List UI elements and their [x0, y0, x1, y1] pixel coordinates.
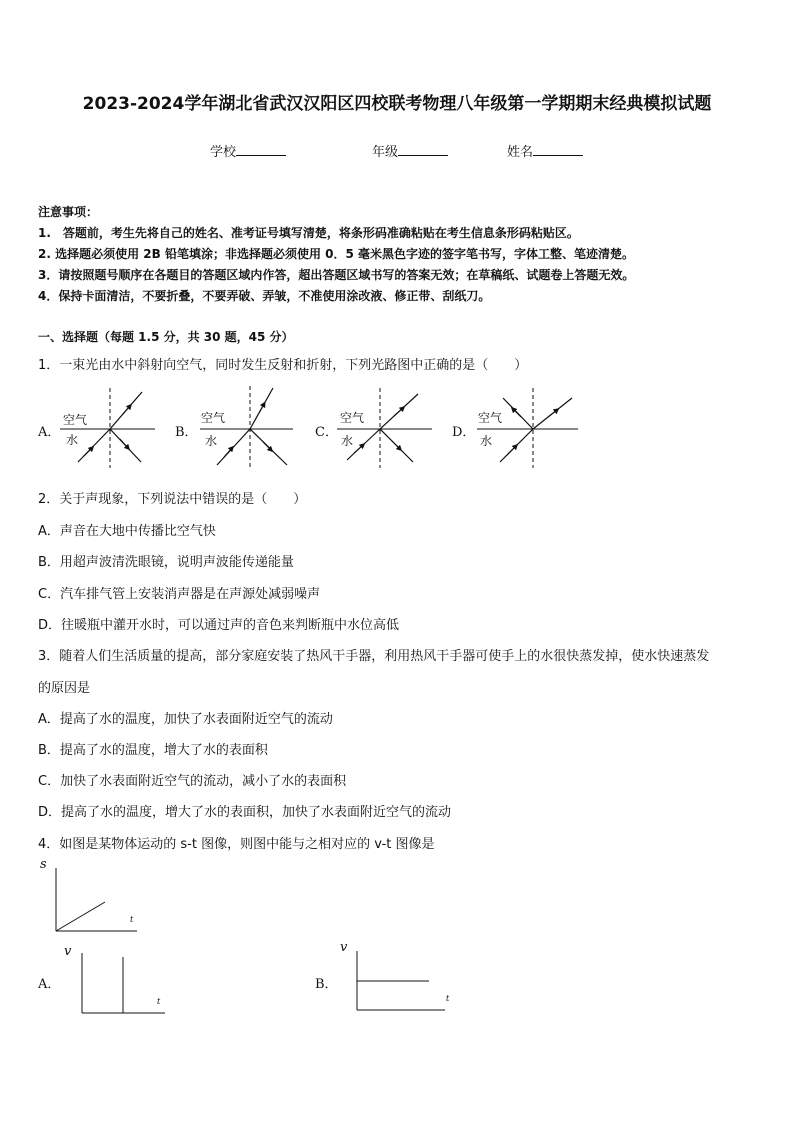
- q1-b-water-label: 水: [205, 434, 218, 448]
- question-3-stem-cont: 的原因是: [38, 681, 91, 696]
- q1-d-air-label: 空气: [478, 411, 503, 425]
- q2-option-b: B．用超声波清洗眼镜，说明声波能传递能量: [38, 555, 294, 570]
- q1-a-air-label: 空气: [63, 413, 88, 427]
- school-label: 学校: [210, 145, 237, 160]
- q1-light-path-diagrams: [0, 380, 794, 475]
- q4-st-t-label: t: [130, 915, 134, 924]
- page-title: 2023-2024学年湖北省武汉汉阳区四校联考物理八年级第一学期期末经典模拟试题: [82, 94, 712, 114]
- notice-heading: 注意事项：: [38, 205, 99, 219]
- q4-st-s-label: s: [40, 857, 47, 872]
- q4-b-t-label: t: [446, 994, 450, 1003]
- q1-option-b: B．: [175, 425, 198, 440]
- q4-b-vt-graph: [345, 945, 455, 1025]
- notice-item: 2. 选择题必须使用 2B 铅笔填涂；非选择题必须使用 0．5 毫米黑色字迹的签字笔书写，字体工整、笔迹清楚。: [38, 247, 634, 261]
- q3-option-b: B．提高了水的温度，增大了水的表面积: [38, 743, 268, 758]
- q1-diagram-b: [200, 386, 293, 468]
- q1-diagram-a: [60, 388, 155, 468]
- question-4-stem: 4．如图是某物体运动的 s-t 图像，则图中能与之相对应的 v-t 图像是: [38, 837, 435, 852]
- q4-a-vt-graph: [70, 945, 170, 1025]
- q4-st-graph: [35, 860, 145, 940]
- q1-option-a: A．: [38, 425, 61, 440]
- question-3-stem: 3．随着人们生活质量的提高，部分家庭安装了热风干手器，利用热风干手器可使手上的水很快蒸发掉，使水快速蒸发: [38, 649, 710, 664]
- q1-a-water-label: 水: [66, 433, 79, 447]
- q4-b-v-label: v: [340, 940, 348, 955]
- name-field: [507, 141, 583, 160]
- q1-d-water-label: 水: [480, 434, 493, 448]
- grade-label: 年级: [372, 145, 399, 160]
- q2-option-a: A．声音在大地中传播比空气快: [38, 524, 216, 539]
- q4-option-a: A．: [38, 977, 61, 992]
- q4-option-b: B．: [315, 977, 338, 992]
- q1-option-d: D．: [452, 425, 476, 440]
- grade-blank: [398, 143, 448, 156]
- name-blank: [533, 143, 583, 156]
- q1-diagram-c: [337, 388, 432, 468]
- q4-a-t-label: t: [157, 997, 161, 1006]
- q1-c-air-label: 空气: [340, 411, 365, 425]
- q2-option-c: C．汽车排气管上安装消声器是在声源处减弱噪声: [38, 587, 321, 602]
- grade-field: [372, 141, 448, 160]
- name-label: 姓名: [507, 145, 534, 160]
- q1-option-c: C．: [315, 425, 338, 440]
- question-1-stem: 1．一束光由水中斜射向空气，同时发生反射和折射，下列光路图中正确的是（ ）: [38, 358, 528, 373]
- notice-item: 4．保持卡面清洁，不要折叠，不要弄破、弄皱，不准使用涂改液、修正带、刮纸刀。: [38, 289, 491, 303]
- q3-option-c: C．加快了水表面附近空气的流动，减小了水的表面积: [38, 774, 347, 789]
- q4-a-v-label: v: [64, 944, 72, 959]
- notice-item: 3．请按照题号顺序在各题目的答题区域内作答，超出答题区域书写的答案无效；在草稿纸、试题卷上答题无效。: [38, 268, 635, 282]
- q1-b-air-label: 空气: [201, 411, 226, 425]
- question-2-stem: 2．关于声现象，下列说法中错误的是（ ）: [38, 492, 307, 507]
- q1-c-water-label: 水: [341, 434, 354, 448]
- q1-diagram-d: [477, 388, 578, 468]
- notice-item: 1. 答题前，考生先将自己的姓名、准考证号填写清楚，将条形码准确粘贴在考生信息条形码粘贴区。: [38, 226, 579, 240]
- q3-option-d: D．提高了水的温度，增大了水的表面积，加快了水表面附近空气的流动: [38, 805, 452, 820]
- school-field: [210, 141, 286, 160]
- q2-option-d: D．往暖瓶中灌开水时，可以通过声的音色来判断瓶中水位高低: [38, 618, 400, 633]
- school-blank: [236, 143, 286, 156]
- section-heading: 一、选择题（每题 1.5 分，共 30 题，45 分）: [38, 330, 294, 344]
- q3-option-a: A．提高了水的温度，加快了水表面附近空气的流动: [38, 712, 333, 727]
